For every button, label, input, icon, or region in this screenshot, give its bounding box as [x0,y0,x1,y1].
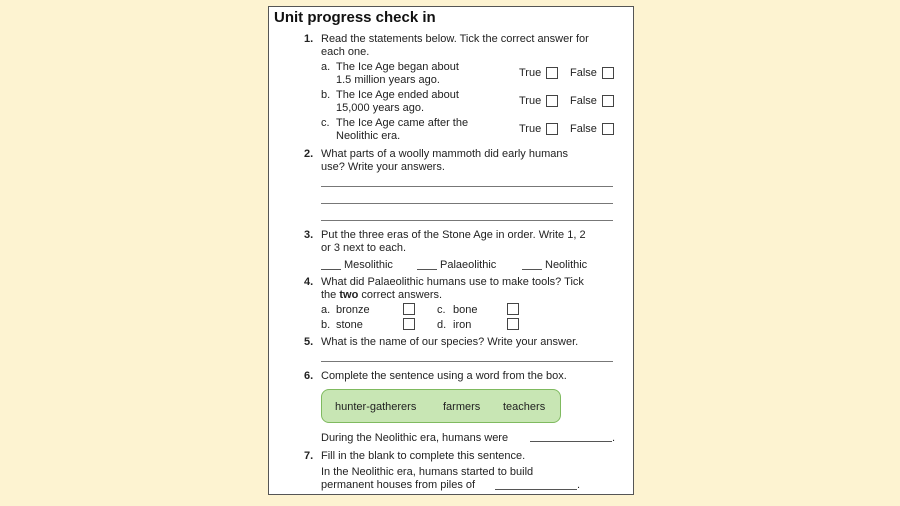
q1c-true-label: True [519,123,542,135]
q6-word-teachers: teachers [503,401,546,413]
worksheet-title: Unit progress check in [274,9,436,26]
q1b-letter: b. [321,89,331,101]
q1-number: 1. [304,33,314,45]
q6-sentence-end: . [612,432,616,444]
q4d-letter: d. [437,319,447,331]
q1b-true-label: True [519,95,542,107]
q3-era-palaeolithic: Palaeolithic [440,259,497,271]
q6-answer-blank[interactable] [530,441,612,442]
q1b-false-checkbox[interactable] [602,95,614,107]
q2-answer-line-1[interactable] [321,186,613,187]
q3-era-mesolithic: Mesolithic [344,259,393,271]
q1-text-line2: each one. [321,46,370,58]
q1c-true-checkbox[interactable] [546,123,558,135]
q3-mesolithic-blank[interactable] [321,269,341,270]
q4b-text: stone [336,319,363,331]
q4c-checkbox[interactable] [507,303,519,315]
q6-number: 6. [304,370,314,382]
q2-answer-line-2[interactable] [321,203,613,204]
q2-text-line1: What parts of a woolly mammoth did early humans [321,148,568,160]
q4-number: 4. [304,276,314,288]
q7-sentence-line1: In the Neolithic era, humans started to build [321,466,534,478]
q6-word-box [321,389,561,423]
q4a-letter: a. [321,304,331,316]
q1c-line1: The Ice Age came after the [336,117,469,129]
q1c-letter: c. [321,117,330,129]
q3-neolithic-blank[interactable] [522,269,542,270]
q4-emphasis-two: two [339,289,359,301]
q5-number: 5. [304,336,314,348]
q7-text: Fill in the blank to complete this sentence. [321,450,526,462]
q3-text-line1: Put the three eras of the Stone Age in order. Write 1, 2 [321,229,586,241]
q4-text-line2: the two correct answers. [321,289,443,301]
q6-text: Complete the sentence using a word from the box. [321,370,567,382]
q3-text-line2: or 3 next to each. [321,242,406,254]
q4a-checkbox[interactable] [403,303,415,315]
q1b-true-checkbox[interactable] [546,95,558,107]
q4c-letter: c. [437,304,446,316]
worksheet [268,6,634,495]
q6-word-hunter-gatherers: hunter-gatherers [335,401,417,413]
q1a-letter: a. [321,61,331,73]
q4c-text: bone [453,304,478,316]
q4a-text: bronze [336,304,370,316]
q2-number: 2. [304,148,314,160]
q4d-checkbox[interactable] [507,318,519,330]
q7-sentence-line2: permanent houses from piles of [321,479,476,491]
q7-answer-blank[interactable] [495,489,577,490]
q4b-letter: b. [321,319,331,331]
q7-sentence-end: . [577,479,581,491]
q3-number: 3. [304,229,314,241]
q1a-line2: 1.5 million years ago. [336,74,440,86]
q2-text-line2: use? Write your answers. [321,161,445,173]
q1c-false-label: False [570,123,597,135]
q1b-line2: 15,000 years ago. [336,102,425,114]
q1a-false-checkbox[interactable] [602,67,614,79]
q5-answer-line[interactable] [321,361,613,362]
q4b-checkbox[interactable] [403,318,415,330]
q6-word-farmers: farmers [443,401,481,413]
q1a-true-checkbox[interactable] [546,67,558,79]
q4-text-line1: What did Palaeolithic humans use to make tools? Tick [321,276,584,288]
q1c-false-checkbox[interactable] [602,123,614,135]
q1c-line2: Neolithic era. [336,130,401,142]
q6-sentence: During the Neolithic era, humans were [321,432,509,444]
q5-text: What is the name of our species? Write your answer. [321,336,579,348]
q4d-text: iron [453,319,472,331]
q7-number: 7. [304,450,314,462]
q1a-true-label: True [519,67,542,79]
q1b-false-label: False [570,95,597,107]
q1a-false-label: False [570,67,597,79]
q3-era-neolithic: Neolithic [545,259,588,271]
q1b-line1: The Ice Age ended about [336,89,459,101]
q1-text-line1: Read the statements below. Tick the correct answer for [321,33,589,45]
q2-answer-line-3[interactable] [321,220,613,221]
q1a-line1: The Ice Age began about [336,61,459,73]
q3-palaeolithic-blank[interactable] [417,269,437,270]
